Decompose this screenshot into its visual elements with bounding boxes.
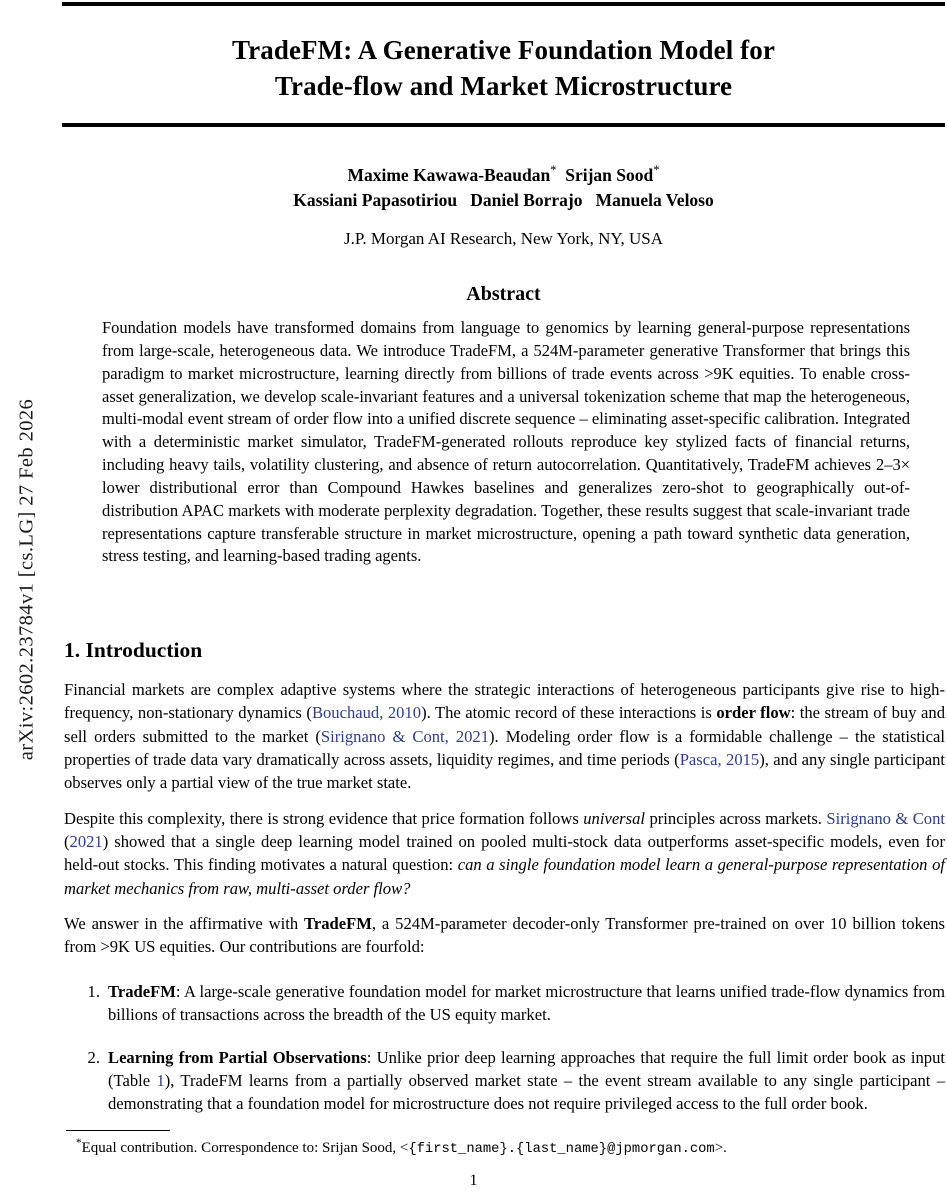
author-list bbox=[62, 163, 945, 213]
citation-sirignano-cont-author[interactable]: Sirignano & Cont bbox=[826, 808, 945, 828]
title-line-1: TradeFM: A Generative Foundation Model for bbox=[232, 35, 775, 65]
footnote-marker: * bbox=[76, 1137, 82, 1149]
abstract-heading: Abstract bbox=[466, 283, 541, 305]
emphasis-universal: universal bbox=[583, 808, 646, 828]
header-rule-top bbox=[62, 2, 945, 6]
list-item-text-2a: : Unlike prior deep learning approaches that require the full limit order book as input (Table bbox=[108, 1047, 946, 1090]
author-footnote-marker-1: * bbox=[550, 163, 557, 178]
table-reference-link[interactable]: 1 bbox=[156, 1070, 165, 1090]
author-line-1 bbox=[62, 163, 945, 188]
footnote-text-a: Equal contribution. Correspondence to: Srijan Sood, < bbox=[81, 1140, 409, 1156]
para1-text-c: : the stream of buy and sell orders submitted to the market ( bbox=[64, 703, 945, 746]
para1-text-b: ). The atomic record of these interactions is bbox=[421, 703, 717, 723]
section-heading-introduction: 1. Introduction bbox=[64, 638, 203, 662]
citation-sirignano-cont-year[interactable]: 2021 bbox=[69, 831, 103, 851]
research-question: can a single foundation model learn a general-purpose representation of market mechanics from raw, multi-asset order flow? bbox=[64, 855, 945, 898]
para2-text-b: principles across markets. bbox=[645, 808, 827, 828]
list-item-lead-2: Learning from Partial Observations bbox=[108, 1047, 367, 1067]
paragraph-1 bbox=[64, 678, 945, 795]
term-order-flow: order flow bbox=[716, 703, 791, 723]
header-rule-bottom bbox=[62, 123, 945, 127]
citation-bouchaud-2010[interactable]: Bouchaud, 2010 bbox=[311, 703, 422, 723]
footnote-separator bbox=[66, 1130, 170, 1131]
list-item-number-1: 1. bbox=[87, 982, 100, 1001]
correspondence-email: {first_name}.{last_name}@jpmorgan.com bbox=[408, 1142, 715, 1157]
author-line-2: Kassiani Papasotiriou Daniel Borrajo Manuela Veloso bbox=[293, 189, 714, 210]
model-name-tradefm: TradeFM bbox=[304, 913, 372, 933]
footnote bbox=[76, 1139, 936, 1159]
contributions-list bbox=[64, 980, 945, 1135]
page-number: 1 bbox=[469, 1172, 478, 1189]
list-item bbox=[64, 980, 945, 1027]
para3-text-a: We answer in the affirmative with bbox=[64, 913, 305, 933]
list-item-text-2b: ), TradeFM learns from a partially observed market state – the event stream available to any single participant – demonstrating that a foundation model for microstructure does not require privileged access to the full order book. bbox=[108, 1070, 945, 1114]
list-item-text-1: : A large-scale generative foundation model for market microstructure that learns unified trade-flow dynamics from billions of transactions across the breadth of the US equity market. bbox=[108, 982, 945, 1025]
footnote-text-b: >. bbox=[714, 1140, 727, 1156]
affiliation: J.P. Morgan AI Research, New York, NY, USA bbox=[343, 229, 664, 248]
arxiv-stamp: arXiv:2602.23784v1 [cs.LG] 27 Feb 2026 bbox=[15, 398, 38, 761]
citation-sirignano-cont-2021-a[interactable]: Sirignano & Cont, 2021 bbox=[320, 726, 490, 746]
paragraph-2 bbox=[64, 807, 945, 900]
para1-text-e: ), and any single participant observes only a partial view of the true market state. bbox=[64, 749, 946, 793]
para2-text-c: ( bbox=[64, 831, 70, 851]
author-footnote-marker-2: * bbox=[653, 163, 660, 178]
introduction-body bbox=[64, 678, 945, 970]
para1-text-d: ). Modeling order flow is a formidable challenge – the statistical properties of trade data vary dramatically across assets, liquidity regimes, and time periods ( bbox=[64, 726, 945, 769]
abstract-body: Foundation models have transformed domains from language to genomics by learning general-purpose representations from large-scale, heterogeneous data. We introduce TradeFM, a 524M-parameter generative Transformer that brings this paradigm to market microstructure, learning directly from billions of trade events across >9K equities. To enable cross-asset generalization, we develop scale-invariant features and a universal tokenization scheme that map the heterogeneous, multi-modal event stream of order flow into a unified discrete sequence – eliminating asset-specific calibration. Integrated with a deterministic market simulator, TradeFM-generated rollouts reproduce key stylized facts of financial returns, including heavy tails, volatility clustering, and absence of return autocorrelation. Quantitatively, TradeFM achieves 2–3× lower distributional error than Compound Hawkes baselines and generalizes zero-shot to geographically out-of-distribution APAC markets with moderate perplexity degradation. Together, these results suggest that scale-invariant trade representations capture transferable structure in market microstructure, opening a path toward synthetic data generation, stress testing, and learning-based trading agents. bbox=[102, 318, 910, 566]
para2-text-d: ) showed that a single deep learning model trained on pooled multi-stock data outperforms asset-specific models, even for held-out stocks. This finding motivates a natural question: bbox=[64, 831, 945, 875]
author-srijan: Srijan Sood bbox=[556, 165, 654, 185]
list-item bbox=[64, 1046, 945, 1116]
list-item-lead-1: TradeFM bbox=[108, 982, 176, 1001]
paragraph-3 bbox=[64, 912, 945, 959]
page-title bbox=[62, 33, 945, 104]
para2-text-a: Despite this complexity, there is strong evidence that price formation follows bbox=[64, 808, 584, 828]
title-line-2: Trade-flow and Market Microstructure bbox=[274, 70, 733, 101]
para1-text-a: Financial markets are complex adaptive systems where the strategic interactions of heterogeneous participants give rise to high-frequency, non-stationary dynamics ( bbox=[64, 680, 945, 723]
author-maxime: Maxime Kawawa-Beaudan bbox=[347, 165, 551, 185]
list-item-number-2: 2. bbox=[87, 1047, 100, 1067]
para3-text-b: , a 524M-parameter decoder-only Transformer pre-trained on over 10 billion tokens from >9K US equities. Our contributions are fourfold: bbox=[64, 913, 946, 957]
citation-pasca-2015[interactable]: Pasca, 2015 bbox=[679, 749, 760, 769]
